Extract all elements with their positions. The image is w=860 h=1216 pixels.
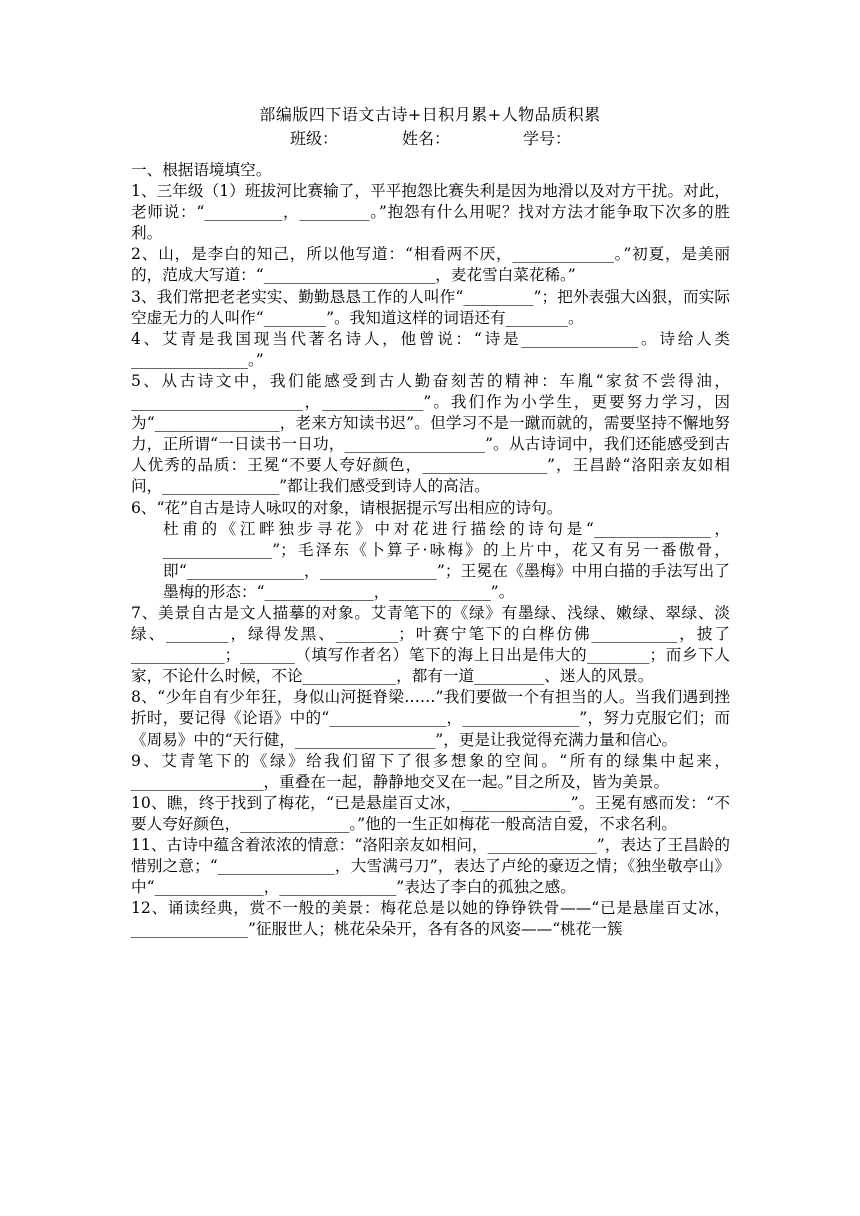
question-12: 12、诵读经典，赏不一般的美景：梅花总是以她的铮铮铁骨——“已是悬崖百丈冰，_______________”征服世人；桃花朵朵开，各有各的风姿——“桃花一簇 <box>131 899 730 939</box>
question-6-detail: 杜甫的《江畔独步寻花》中对花进行描绘的诗句是“_______________，______________”；毛泽东《卜算子·咏梅》的上片中，花又有另一番傲骨，即“_______________，_______________”；王冕在《墨梅》中用白描的手法写出了墨梅的形态：“______________，_____________”。 <box>163 519 730 601</box>
question-6: 6、“花”自古是诗人咏叹的对象，请根据提示写出相应的诗句。 <box>131 498 563 517</box>
question-3: 3、我们常把老老实实、勤勤恳恳工作的人叫作“_________”；把外表强大凶狠，而实际空虚无力的人叫作“________”。我知道这样的词语还有________。 <box>131 287 730 327</box>
section-title: 一、根据语境填空。 <box>131 161 272 179</box>
question-10: 10、瞧，终于找到了梅花，“已是悬崖百丈冰，______________”。王冕有感而发：“不要人夸好颜色，______________。”他的一生正如梅花一般高洁自爱，不求名利。 <box>131 793 730 833</box>
question-11: 11、古诗中蕴含着浓浓的情意：“洛阳亲友如相问，______________”，表达了王昌龄的惜别之意；“_______________，大雪满弓刀”，表达了卢纶的豪迈之情；《独坐敬亭山》中“______________，_______________”表达了李白的孤独之感。 <box>131 836 730 897</box>
question-1: 1、三年级（1）班拔河比赛输了，平平抱怨比赛失利是因为地滑以及对方干扰。对此，老师说：“__________，_________。”抱怨有什么用呢？找对方法才能争取下次多的胜利。 <box>131 182 730 243</box>
question-8: 8、“少年自有少年狂，身似山河挺脊梁……”我们要做一个有担当的人。当我们遇到挫折时，要记得《论语》中的“_______________，_______________”，努力克服它们；而《周易》中的“天行健，__________________”，更是让我觉得充满力量和信心。 <box>131 688 730 749</box>
worksheet-body <box>131 160 730 940</box>
student-number-label: 学号： <box>523 129 572 148</box>
question-9: 9、艾青笔下的《绿》给我们留下了很多想象的空间。“所有的绿集中起来，_________________，重叠在一起，静静地交叉在一起。”目之所及，皆为美景。 <box>131 751 730 791</box>
question-5: 5、从古诗文中，我们能感受到古人勤奋刻苦的精神：车胤“家贫不尝得油，______________________，_____________”。我们作为小学生，更要努力学习，因为“________________，老来方知读书迟”。但学习不是一蹴而就的，需要坚持不懈地努力，正所谓“一日读书一日功，__________________”。从古诗词中，我们还能感受到古人优秀的品质：王冕“不要人夸好颜色，________________”，王昌龄“洛阳亲友如相问，_______________”都让我们感受到诗人的高洁。 <box>131 371 730 496</box>
class-label: 班级： <box>290 129 339 148</box>
question-2: 2、山，是李白的知己，所以他写道：“相看两不厌，_____________。”初夏，是美丽的，范成大写道：“______________________，麦花雪白菜花稀。” <box>131 245 730 285</box>
question-7: 7、美景自古是文人描摹的对象。艾青笔下的《绿》有墨绿、浅绿、嫩绿、翠绿、淡绿、________，绿得发黑、________；叶赛宁笔下的白桦仿佛___________，披了____________；_______（填写作者名）笔下的海上日出是伟大的________；而乡下人家，不论什么时候，不论____________，都有一道_________、迷人的风景。 <box>131 603 730 686</box>
question-4: 4、艾青是我国现当代著名诗人，他曾说：“诗是_______________。诗给人类_______________。” <box>131 329 730 369</box>
name-label: 姓名： <box>402 129 451 148</box>
worksheet-title: 部编版四下语文古诗+日积月累+人物品质积累 <box>259 105 601 124</box>
